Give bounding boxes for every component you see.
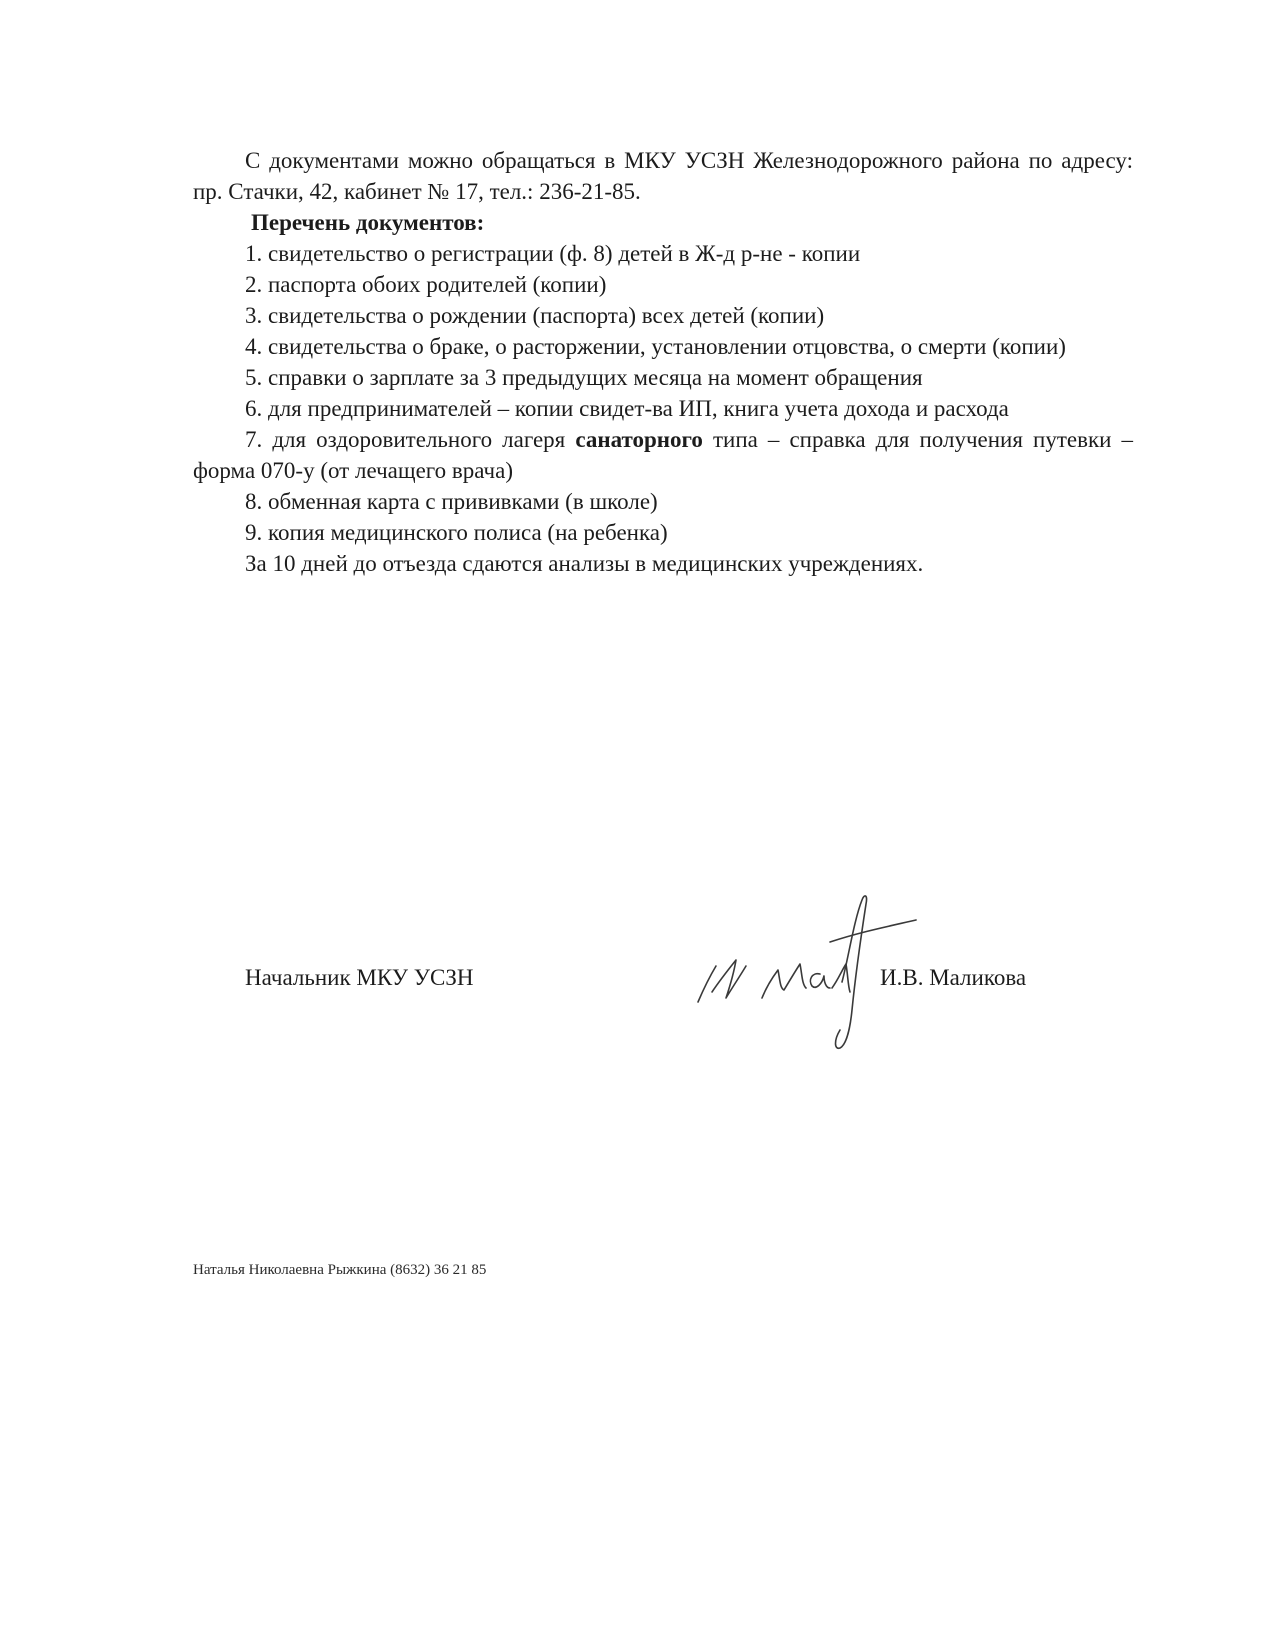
list-item: 3. свидетельства о рождении (паспорта) всех детей (копии) [245,303,825,328]
intro-paragraph: С документами можно обращаться в МКУ УСЗН Железнодорожного района по адресу: пр. Стачки, 42, кабинет № 17, тел.: 236-21-85. [193,148,1133,204]
list-item [193,424,1133,486]
list-heading: Перечень документов: [251,210,485,235]
list-item-suffix: типа – справка для получения путевки – форма 070-у (от лечащего врача) [193,427,1133,483]
list-item: 4. свидетельства о браке, о расторжении, установлении отцовства, о смерти (копии) [245,334,1066,359]
list-item: 8. обменная карта с прививками (в школе) [245,489,658,514]
document-body [193,145,1133,579]
signatory-name: И.В. Маликова [880,965,1027,990]
signatory-title: Начальник МКУ УСЗН [245,965,474,990]
list-item: 2. паспорта обоих родителей (копии) [245,272,607,297]
list-item-prefix: 7. для оздоровительного лагеря [245,427,576,452]
list-item: 5. справки о зарплате за 3 предыдущих месяца на момент обращения [245,365,923,390]
list-item: 6. для предпринимателей – копии свидет-ва ИП, книга учета дохода и расхода [245,396,1009,421]
signature-block [0,955,1275,1075]
contact-person: Наталья Николаевна Рыжкина (8632) 36 21 85 [193,1262,487,1278]
closing-note: За 10 дней до отъезда сдаются анализы в медицинских учреждениях. [245,551,924,576]
list-item: 1. свидетельство о регистрации (ф. 8) детей в Ж-д р-не - копии [245,241,861,266]
list-item-emphasis: санаторного [575,427,703,452]
list-item: 9. копия медицинского полиса (на ребенка) [245,520,668,545]
